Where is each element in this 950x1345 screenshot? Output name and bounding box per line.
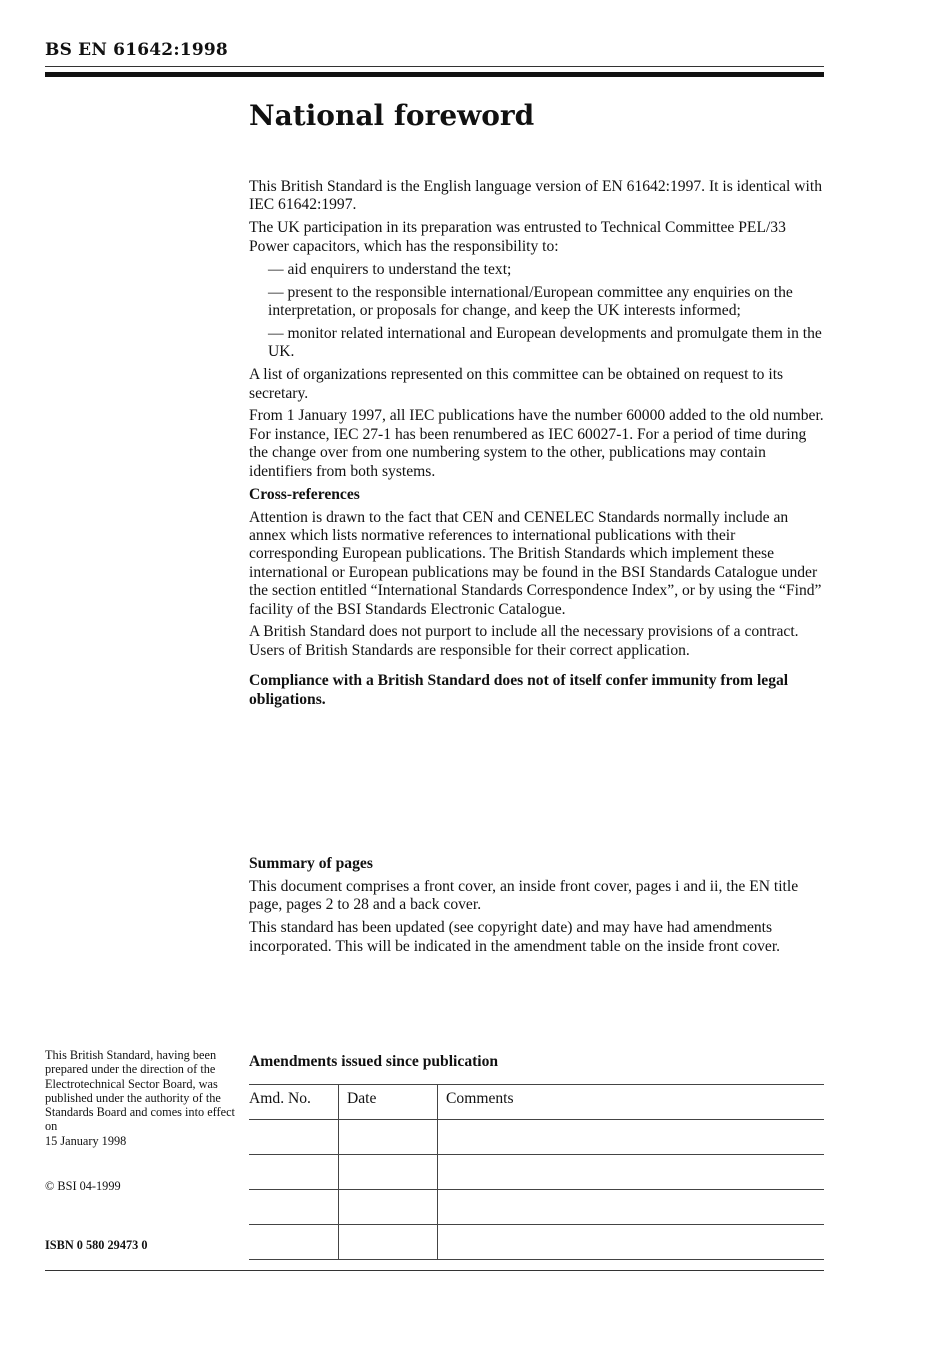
foreword-paragraph: A British Standard does not purport to include all the necessary provisions of a contract. Users of British Standards are responsible for their correct application. [249, 623, 799, 659]
table-row [249, 1155, 824, 1190]
amendments-title: Amendments issued since publication [249, 1053, 499, 1070]
table-cell [339, 1120, 438, 1155]
table-row [249, 1190, 824, 1225]
responsibility-item: — present to the responsible international/European committee any enquiries on the interpretation, or proposals for change, and keep the UK interests informed; [268, 283, 793, 319]
publication-note [45, 1048, 237, 1148]
foreword-paragraph: Attention is drawn to the fact that CEN and CENELEC Standards normally include an annex which lists normative references to international publications with their corresponding European publications. The British Standards which implement these international or European publications may be found in the BSI Standards Catalogue under the section entitled “International Standards Correspondence Index”, or by using the “Find” facility of the BSI Standards Electronic Catalogue. [249, 508, 822, 618]
table-row [249, 1120, 824, 1155]
column-header-date: Date [339, 1085, 438, 1120]
column-header-amd-no: Amd. No. [249, 1085, 339, 1120]
table-cell [438, 1120, 825, 1155]
cross-references-heading: Cross-references [249, 485, 360, 503]
table-cell [339, 1225, 438, 1260]
header-thin-rule [45, 66, 824, 67]
foreword-paragraph: This British Standard is the English language version of EN 61642:1997. It is identical with IEC 61642:1997. [249, 178, 822, 214]
summary-of-pages [249, 855, 825, 961]
summary-paragraph: This document comprises a front cover, an inside front cover, pages i and ii, the EN title page, pages 2 to 28 and a back cover. [249, 877, 799, 914]
foreword-paragraph: From 1 January 1997, all IEC publications have the number 60000 added to the old number. For instance, IEC 27-1 has been renumbered as IEC 60027-1. For a period of time during the change over from one numbering system to the other, publications may contain identifiers from both systems. [249, 407, 824, 480]
summary-heading: Summary of pages [249, 855, 373, 872]
amendments-table [249, 1084, 824, 1260]
table-cell [339, 1190, 438, 1225]
document-code: BS EN 61642:1998 [45, 40, 228, 60]
table-cell [438, 1225, 825, 1260]
copyright-notice: © BSI 04-1999 [45, 1179, 121, 1193]
compliance-statement: Compliance with a British Standard does not of itself confer immunity from legal obligations. [249, 672, 789, 708]
table-row [249, 1225, 824, 1260]
table-cell [249, 1190, 339, 1225]
foreword-paragraph: The UK participation in its preparation was entrusted to Technical Committee PEL/33 Power capacitors, which has the responsibility to: [249, 219, 786, 255]
foreword-paragraph: A list of organizations represented on this committee can be obtained on request to its secretary. [249, 366, 784, 402]
table-cell [438, 1155, 825, 1190]
publication-note-text: This British Standard, having been prepared under the direction of the Electrotechnical Sector Board, was published under the authority of the Standards Board and comes into effect on [45, 1048, 235, 1134]
isbn: ISBN 0 580 29473 0 [45, 1238, 148, 1252]
table-header-row [249, 1085, 824, 1120]
table-cell [249, 1225, 339, 1260]
column-header-comments: Comments [438, 1085, 825, 1120]
page-title: National foreword [249, 99, 535, 132]
responsibility-item: — monitor related international and European developments and promulgate them in the UK. [268, 324, 822, 361]
effective-date: 15 January 1998 [45, 1133, 127, 1148]
table-cell [339, 1155, 438, 1190]
footer-rule [45, 1270, 824, 1271]
table-cell [249, 1120, 339, 1155]
header-thick-rule [45, 72, 824, 77]
foreword-body [249, 178, 825, 714]
table-cell [249, 1155, 339, 1190]
table-cell [438, 1190, 825, 1225]
responsibility-item: — aid enquirers to understand the text; [268, 260, 512, 278]
summary-paragraph: This standard has been updated (see copyright date) and may have had amendments incorporated. This will be indicated in the amendment table on the inside front cover. [249, 919, 781, 955]
